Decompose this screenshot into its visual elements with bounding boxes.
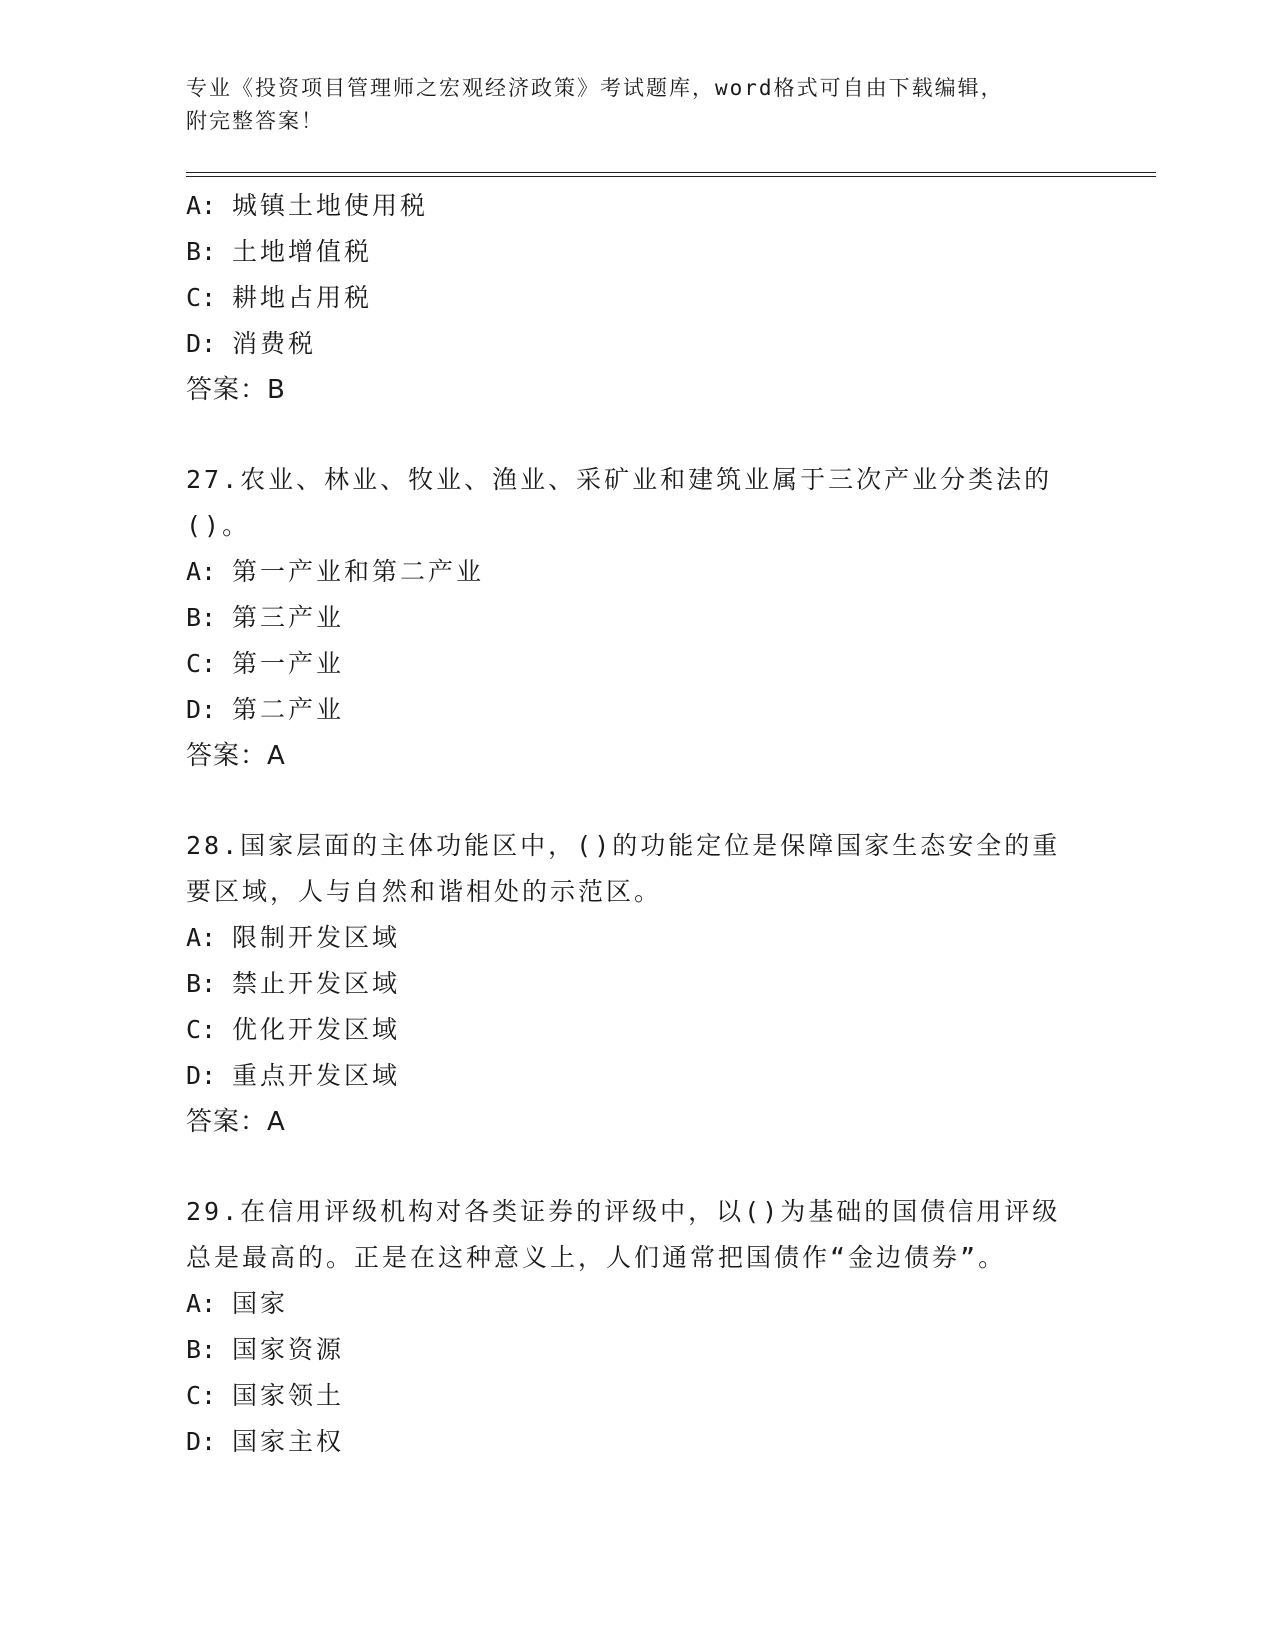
option-text: 重点开发区域 [232,1061,401,1090]
option-key: B: [186,603,217,632]
option-text: 国家领土 [232,1381,345,1410]
option-key: D: [186,695,217,724]
question-27 [186,457,1156,779]
option-c [186,641,1156,687]
option-d [186,321,1156,367]
option-text: 第一产业 [232,649,345,678]
option-a [186,183,1156,229]
option-b [186,961,1156,1007]
option-d [186,1053,1156,1099]
option-d [186,1419,1156,1465]
option-c [186,1007,1156,1053]
question-text-line-1: 28.国家层面的主体功能区中，()的功能定位是保障国家生态安全的重 [186,831,1061,860]
option-key: A: [186,1289,217,1318]
answer-line: 答案：A [186,741,286,771]
option-text: 耕地占用税 [232,283,373,312]
option-key: D: [186,1427,217,1456]
option-c [186,275,1156,321]
option-key: D: [186,1061,217,1090]
option-key: C: [186,1015,217,1044]
option-text: 国家 [232,1289,289,1318]
option-b [186,595,1156,641]
header-line-2: 附完整答案！ [186,109,324,133]
option-text: 禁止开发区域 [232,969,401,998]
option-a [186,549,1156,595]
question-text-line-1: 29.在信用评级机构对各类证券的评级中，以()为基础的国债信用评级 [186,1197,1061,1226]
option-key: A: [186,557,217,586]
option-a [186,915,1156,961]
question-text-line-2: ()。 [186,511,251,540]
option-b [186,229,1156,275]
question-26-tail [186,183,1156,413]
option-key: B: [186,969,217,998]
option-text: 第三产业 [232,603,345,632]
option-text: 城镇土地使用税 [232,191,429,220]
option-key: A: [186,191,217,220]
option-key: A: [186,923,217,952]
option-text: 第一产业和第二产业 [232,557,485,586]
document-page [186,72,1156,1465]
document-header [186,72,1156,138]
option-c [186,1373,1156,1419]
option-text: 优化开发区域 [232,1015,401,1044]
option-b [186,1327,1156,1373]
option-text: 消费税 [232,329,317,358]
option-key: B: [186,1335,217,1364]
question-list [186,183,1156,1465]
question-text-line-2: 总是最高的。正是在这种意义上，人们通常把国债作“金边债券”。 [186,1243,1007,1272]
option-text: 第二产业 [232,695,345,724]
header-line-1: 专业《投资项目管理师之宏观经济政策》考试题库，word格式可自由下载编辑， [186,76,1004,100]
option-a [186,1281,1156,1327]
option-d [186,687,1156,733]
option-key: C: [186,649,217,678]
option-key: B: [186,237,217,266]
question-text-line-2: 要区域，人与自然和谐相处的示范区。 [186,877,663,906]
option-key: C: [186,1381,217,1410]
option-text: 土地增值税 [232,237,373,266]
question-text-line-1: 27.农业、林业、牧业、渔业、采矿业和建筑业属于三次产业分类法的 [186,465,1053,494]
question-28 [186,823,1156,1145]
question-29 [186,1189,1156,1465]
answer-line: 答案：B [186,375,286,405]
answer-line: 答案：A [186,1107,286,1137]
option-text: 限制开发区域 [232,923,401,952]
option-key: C: [186,283,217,312]
header-divider [186,172,1156,177]
option-key: D: [186,329,217,358]
option-text: 国家主权 [232,1427,345,1456]
option-text: 国家资源 [232,1335,345,1364]
